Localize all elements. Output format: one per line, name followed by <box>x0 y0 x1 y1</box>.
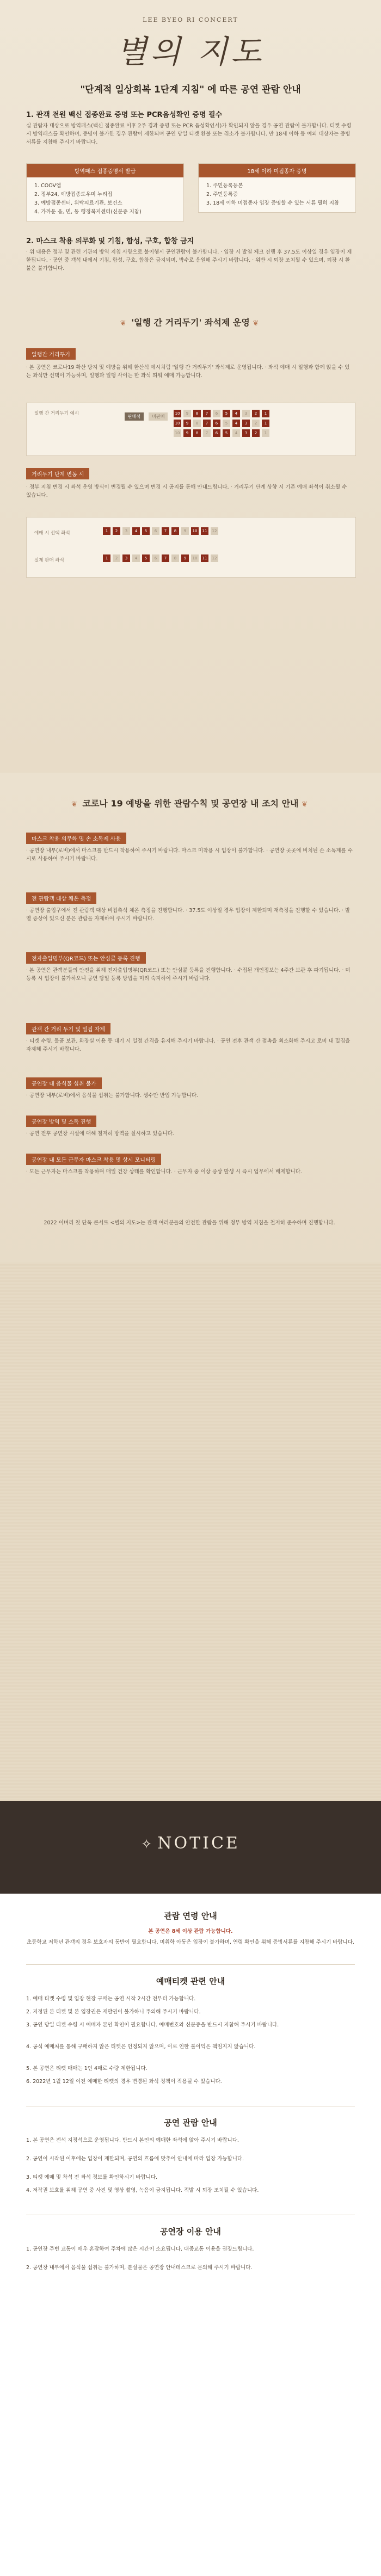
seat-example-2-label-a: 예매 시 선택 좌석 <box>34 531 70 536</box>
seat-example-1 <box>26 403 356 456</box>
watch-item: 1. 본 공연은 전석 지정석으로 운영됩니다. 반드시 본인의 예매한 좌석에 앉아 주시기 바랍니다. <box>26 2137 239 2143</box>
seat: 3 <box>122 527 130 535</box>
seat: 2 <box>252 410 260 417</box>
seat: 1 <box>103 527 110 535</box>
seat: 7 <box>162 527 169 535</box>
seat: 6 <box>152 527 159 535</box>
seat: 6 <box>213 410 220 417</box>
ticket-item: 2. 지정된 본 티켓 및 본 입장권은 재발권이 불가하니 주의해 주시기 바랍니다. <box>26 2009 201 2015</box>
seat: 4 <box>132 527 140 535</box>
seat: 9 <box>183 410 191 417</box>
guide-section <box>0 0 381 773</box>
seat: 1 <box>262 429 269 437</box>
seat-grid-1 <box>174 410 269 437</box>
notice-title-text: NOTICE <box>157 1834 240 1853</box>
seat: 4 <box>232 420 240 427</box>
ticket-item: 3. 공연 당일 티켓 수령 시 예매자 본인 확인이 필요합니다. 예매번호와 신분증을 반드시 지참해 주시기 바랍니다. <box>26 2022 279 2028</box>
seat: 8 <box>171 554 179 562</box>
age-highlight: 본 공연은 8세 이상 관람 가능합니다. <box>148 1928 233 1934</box>
seat-legend <box>125 410 168 421</box>
covid-item-text: · 공연장 내부(로비)에서 마스크를 반드시 착용하여 주시기 바랍니다. 마스크 미착용 시 입장이 불가합니다. · 공연장 곳곳에 비치된 손 소독제를 수시로 사용하여 주시기 바랍니다. <box>26 848 353 862</box>
seat-example-2 <box>26 517 356 578</box>
covid-item-tag: 마스크 착용 의무화 및 손 소독제 사용 <box>26 833 126 844</box>
seat: 6 <box>213 429 220 437</box>
age-text: 초등학교 저학년 관객의 경우 보호자의 동반이 필요합니다. 미취학 아동은 입장이 불가하며, 연령 확인을 위해 증빙서류를 지참해 주시기 바랍니다. <box>27 1939 354 1945</box>
seat: 5 <box>223 420 230 427</box>
section1-body: 실 관람자 대상으로 방역패스(백신 접종완료 이후 2주 경과 증명 또는 PCR 음성확인서)가 확인되지 않을 경우 공연 관람이 불가합니다. 티켓 수령 시 방역패스를 확인하며, 증명이 불가한 경우 관람이 제한되며 공연 당일 티켓 환불 또는 취소가 불가합니다. 만 18세 이하 등 예외 대상자는 증빙서류를 지참해 주시기 바랍니다. <box>26 123 352 145</box>
covid-item-text: · 공연장 출입구에서 전 관람객 대상 비접촉식 체온 측정을 진행합니다. · 37.5도 이상일 경우 입장이 제한되며 재측정을 진행할 수 있습니다. · 발열 증상이 있으신 분은 관람을 자제하여 주시기 바랍니다. <box>26 908 351 922</box>
age-title: 관람 연령 안내 <box>164 1911 217 1921</box>
main-heading: "단계적 일상회복 1단계 지침" 에 따른 공연 관람 안내 <box>80 84 301 95</box>
distancing-desc: · 본 공연은 코로나19 확산 방지 및 예방을 위해 한산석 예시처럼 '일행 간 거리두기' 좌석제로 운영됩니다. · 좌석 예매 시 일행과 함께 앉을 수 있는 좌석만 선택이 가능하며, 일행과 일행 사이는 한 좌석 띄워 예매 가능합니다. <box>26 365 350 379</box>
seat: 8 <box>193 410 201 417</box>
seat: 9 <box>183 429 191 437</box>
seat: 9 <box>181 554 189 562</box>
seat: 5 <box>142 554 150 562</box>
seat: 4 <box>132 554 140 562</box>
flourish-icon: ❦ <box>302 800 308 809</box>
seat: 6 <box>213 420 220 427</box>
seat: 4 <box>232 429 240 437</box>
seat: 3 <box>242 420 250 427</box>
ticket-item: 5. 본 공연은 티켓 매매는 1인 4매로 수량 제한됩니다. <box>26 2066 148 2072</box>
watch-item: 3. 티켓 예매 및 착석 전 좌석 정보를 확인하시기 바랍니다. <box>26 2174 158 2180</box>
section1-heading: 1. 관객 전원 백신 접종완료 증명 또는 PCR음성확인 증명 필수 <box>26 111 223 119</box>
distancing-tag: 일행간 거리두기 <box>26 348 76 360</box>
covid-item-text: · 공연장 내부(로비)에서 음식물 섭취는 불가합니다. 생수만 반입 가능합니다. <box>26 1093 198 1099</box>
divider <box>26 1964 355 1965</box>
seat: 8 <box>193 429 201 437</box>
ticket-item: 1. 예매 티켓 수령 및 입장 현장 구매는 공연 시작 2시간 전부터 가능합니다. <box>26 1996 196 2002</box>
watch-title: 공연 관람 안내 <box>164 2118 217 2128</box>
notice-header <box>0 1801 381 1894</box>
seating-title <box>0 316 381 328</box>
minor-proof-line: 2. 주민등록증 <box>206 192 238 198</box>
watch-item: 4. 저작권 보호를 위해 공연 중 사진 및 영상 촬영, 녹음이 금지됩니다. 적발 시 퇴장 조치될 수 있습니다. <box>26 2187 259 2193</box>
vaccine-cert-title: 방역패스 접종증명서 발급 <box>27 164 183 177</box>
flourish-icon: ❦ <box>120 319 126 328</box>
covid-item-text: · 본 공연은 관객분들의 안전을 위해 전자출입명부(QR코드) 또는 안심콜 등록을 진행합니다. · 수집된 개인정보는 4주간 보관 후 파기됩니다. · 미등록 시 입장이 불가하오니 공연 당일 등록 방법을 미리 숙지하여 주시기 바랍니다. <box>26 967 351 982</box>
section2-heading: 2. 마스크 착용 의무화 및 기침, 함성, 구호, 합창 금지 <box>26 237 194 245</box>
seat: 9 <box>181 527 189 535</box>
covid-item-tag: 전 관람객 대상 체온 측정 <box>26 892 96 904</box>
seat: 5 <box>142 527 150 535</box>
minor-proof-box <box>198 163 356 213</box>
covid-item-tag: 전자출입명부(QR코드) 또는 안심콜 등록 진행 <box>26 952 146 964</box>
concert-label: LEE BYEO RI CONCERT <box>143 16 238 23</box>
watch-item: 2. 공연이 시작된 이후에는 입장이 제한되며, 공연의 흐름에 맞추어 안내에 따라 입장 가능합니다. <box>26 2156 244 2162</box>
seat: 7 <box>203 420 211 427</box>
seat: 3 <box>242 429 250 437</box>
notice-section <box>0 1801 381 2576</box>
covid-item-tag: 공연장 방역 및 소독 진행 <box>26 1116 96 1127</box>
seat: 4 <box>232 410 240 417</box>
covid-item-text: · 모든 근무자는 마스크를 착용하며 매일 건강 상태를 확인합니다. · 근무자 중 이상 증상 발생 시 즉시 업무에서 배제합니다. <box>26 1169 302 1175</box>
venue-item: 1. 공연장 주변 교통이 매우 혼잡하여 주차에 많은 시간이 소요됩니다. 대중교통 이용을 권장드립니다. <box>26 2246 254 2252</box>
seat: 3 <box>122 554 130 562</box>
covid-title <box>0 797 381 809</box>
seat: 7 <box>203 429 211 437</box>
seat: 10 <box>174 420 181 427</box>
venue-title: 공연장 이용 안내 <box>160 2227 221 2236</box>
distancing-change-tag: 거리두기 단계 변동 시 <box>26 468 89 479</box>
vaccine-cert-line: 4. 가까운 읍, 면, 동 행정복지센터(신분증 지참) <box>34 209 142 215</box>
seat: 8 <box>193 420 201 427</box>
seating-title-text: '일행 간 거리두기' 좌석제 운영 <box>131 317 250 328</box>
ticket-item: 6. 2022년 1월 12일 이전 예매한 티켓의 경우 변경된 좌석 정책이 적용될 수 있습니다. <box>26 2079 222 2085</box>
seat: 1 <box>262 410 269 417</box>
seat: 10 <box>174 410 181 417</box>
seat: 6 <box>152 554 159 562</box>
ticket-item: 4. 공식 예매처를 통해 구매하지 않은 티켓은 인정되지 않으며, 이로 인한 불이익은 책임지지 않습니다. <box>26 2044 256 2050</box>
legend-sold: 판매석 <box>125 412 144 421</box>
covid-section <box>0 773 381 1801</box>
ticket-title: 예매티켓 관련 안내 <box>156 1976 225 1986</box>
minor-proof-line: 3. 18세 이하 미접종자 입장 증명할 수 있는 서류 필히 지참 <box>206 200 340 206</box>
venue-item: 2. 공연장 내부에서 음식물 섭취는 불가하며, 분실물은 공연장 안내데스크로 문의해 주시기 바랍니다. <box>26 2265 253 2271</box>
covid-closing: 2022 이벼리 첫 단독 콘서트 <별의 지도>는 관객 여러분들의 안전한 관람을 위해 정부 방역 지침을 철저히 준수하며 진행합니다. <box>44 1220 335 1226</box>
seat: 2 <box>113 554 120 562</box>
seat: 8 <box>171 527 179 535</box>
seat: 7 <box>162 554 169 562</box>
seat-example-2-label-b: 실제 판매 좌석 <box>34 558 64 563</box>
vaccine-cert-line: 2. 정부24, 예방접종도우미 누리집 <box>34 192 113 198</box>
star-icon: ✧ <box>141 1837 155 1852</box>
vaccine-cert-line: 3. 예방접종센터, 위탁의료기관, 보건소 <box>34 200 122 206</box>
section2-body: · 위 내용은 정부 및 관련 기관의 방역 지침 사항으로 불이행시 공연관람이 불가합니다. · 입장 시 발열 체크 진행 후 37.5도 이상일 경우 입장이 제한됩니다. · 공연 중 객석 내에서 기침, 함성, 구호, 합창은 금지되며, 박수로 응원해 주시기 바랍니다. · 위반 시 퇴장 조치될 수 있으며, 퇴장 시 환불은 불가합니다. <box>26 249 352 272</box>
vaccine-cert-box <box>26 163 184 221</box>
vaccine-cert-line: 1. COOV앱 <box>34 183 62 189</box>
flourish-icon: ❦ <box>253 319 259 328</box>
texture-fill <box>0 1262 381 1801</box>
minor-proof-title: 18세 이하 미접종자 증명 <box>199 164 355 177</box>
seat: 9 <box>183 420 191 427</box>
seat: 1 <box>103 554 110 562</box>
seat: 10 <box>191 554 199 562</box>
flourish-icon: ❦ <box>71 800 77 809</box>
seat: 2 <box>252 429 260 437</box>
seat: 11 <box>201 554 208 562</box>
seat: 11 <box>201 527 208 535</box>
seat: 3 <box>242 410 250 417</box>
covid-title-text: 코로나 19 예방을 위한 관람수칙 및 공연장 내 조치 안내 <box>82 798 299 809</box>
covid-item-tag: 관객 간 거리 두기 및 밀집 자제 <box>26 1023 110 1034</box>
seat-grid-2b <box>103 554 218 562</box>
seat: 10 <box>191 527 199 535</box>
seat: 2 <box>113 527 120 535</box>
seat: 5 <box>223 429 230 437</box>
minor-proof-line: 1. 주민등록등본 <box>206 183 243 189</box>
covid-item-text: · 티켓 수령, 물품 보관, 화장실 이용 등 대기 시 일정 간격을 유지해 주시기 바랍니다. · 공연 전후 관객 간 접촉을 최소화해 주시고 로비 내 밀집을 자제해 주시기 바랍니다. <box>26 1038 351 1052</box>
seat-example-1-label: 일행 간 거리두기 예시 <box>34 411 79 416</box>
seat: 5 <box>223 410 230 417</box>
seat: 1 <box>262 420 269 427</box>
covid-item-tag: 공연장 내 모든 근무자 마스크 착용 및 상시 모니터링 <box>26 1154 161 1165</box>
distancing-change-desc: · 정부 지침 변경 시 좌석 운영 방식이 변경될 수 있으며 변경 시 공지를 통해 안내드립니다. · 거리두기 단계 상향 시 기존 예매 좌석이 취소될 수 있습니다. <box>26 484 347 498</box>
seat: 7 <box>203 410 211 417</box>
notice-bottom-space <box>0 2302 381 2576</box>
legend-unsold: 비판매 <box>149 412 168 421</box>
covid-item-tag: 공연장 내 음식물 섭취 불가 <box>26 1077 102 1089</box>
covid-item-text: · 공연 전후 공연장 시설에 대해 철저히 방역을 실시하고 있습니다. <box>26 1131 174 1137</box>
seat: 12 <box>211 554 218 562</box>
seat-grid-2a <box>103 527 218 535</box>
concert-title: 별의 지도 <box>116 33 265 70</box>
notice-title <box>0 1834 381 1853</box>
seat: 12 <box>211 527 218 535</box>
seat: 2 <box>252 420 260 427</box>
seat: 10 <box>174 429 181 437</box>
